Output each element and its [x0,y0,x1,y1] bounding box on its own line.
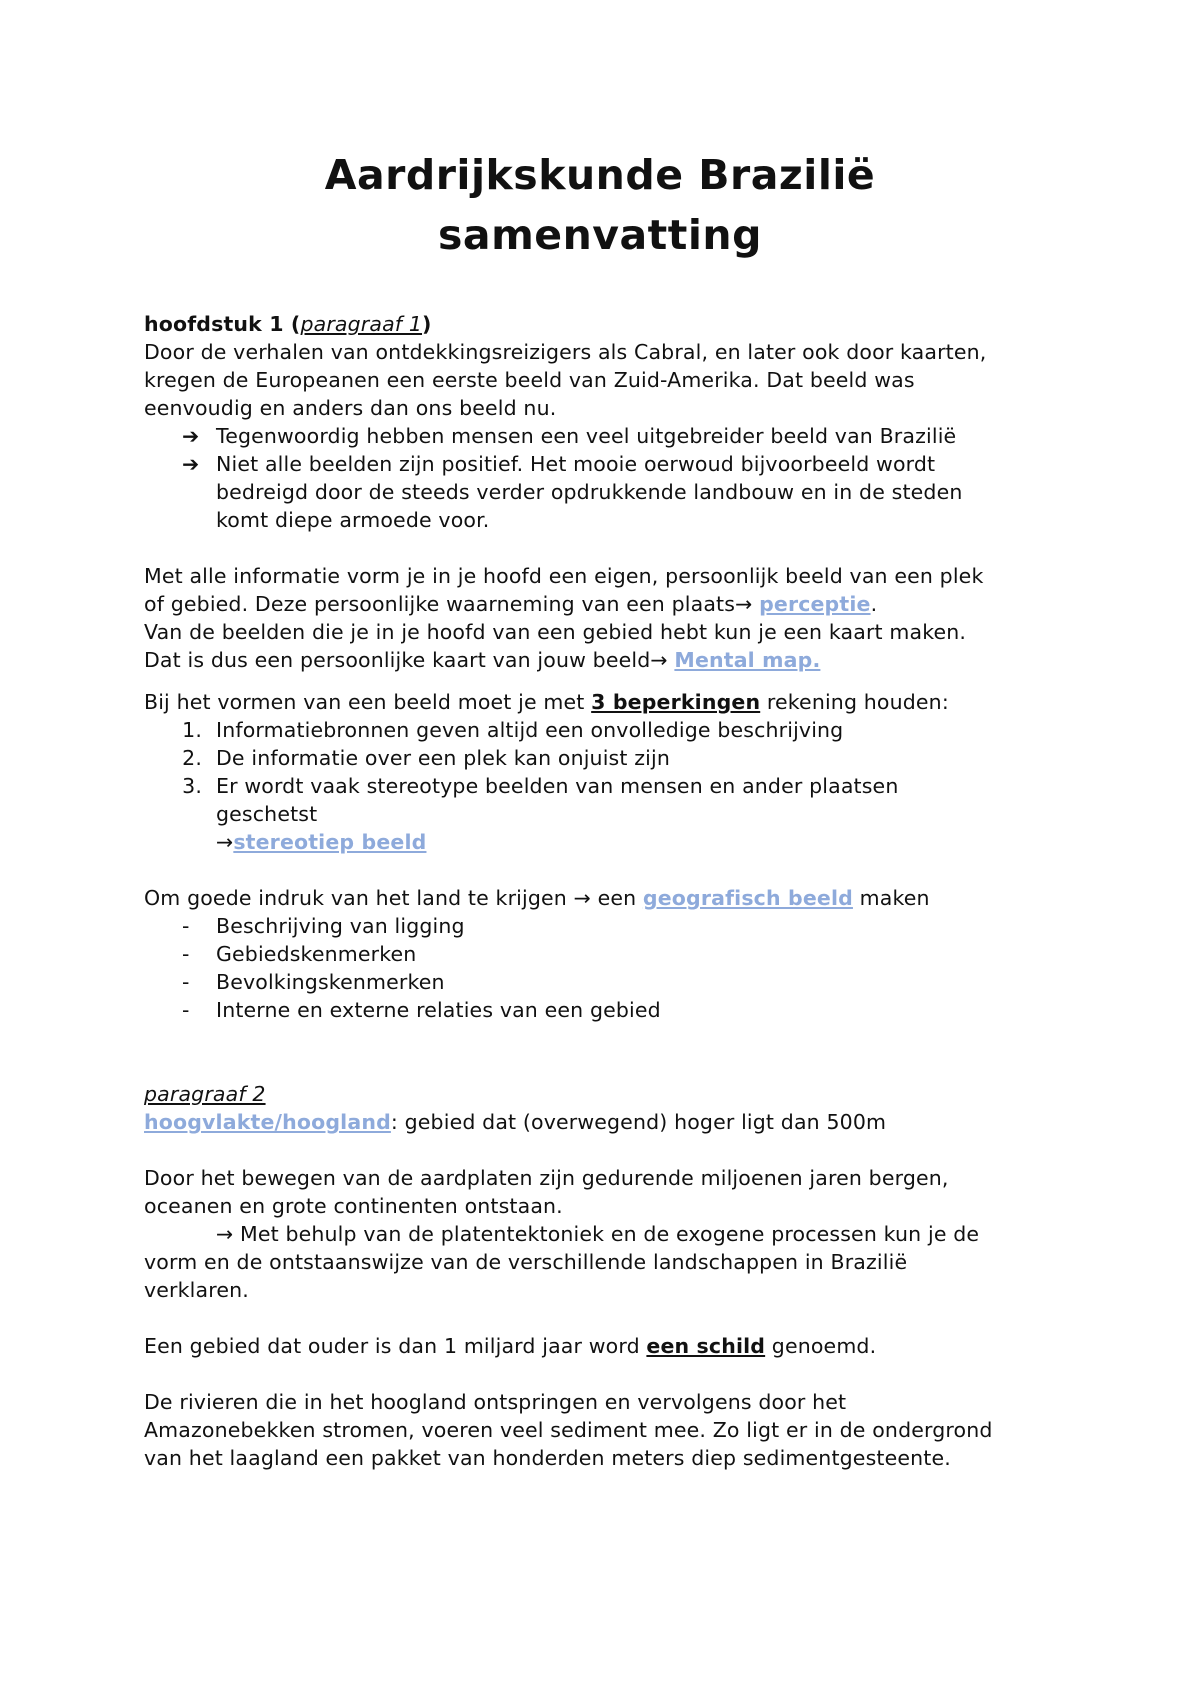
mental-line-2: Dat is dus een persoonlijke kaart van jouw beeld→ Mental map. [144,648,821,672]
intro-line-3: eenvoudig en anders dan ons beeld nu. [144,396,557,420]
arrow-icon: → [573,886,591,910]
dash-list-item: - Beschrijving van ligging [182,914,465,938]
plates-line-2: oceanen en grote continenten ontstaan. [144,1194,563,1218]
arrow-list-item: ➔ Tegenwoordig hebben mensen een veel uitgebreider beeld van Brazilië [144,422,1074,450]
hoogvlakte-link[interactable]: hoogvlakte/hoogland [144,1110,391,1134]
limits-line: Bij het vormen van een beeld moet je met 3 beperkingen rekening houden: [144,690,949,714]
rivers-line-1: De rivieren die in het hoogland ontspringen en vervolgens door het [144,1390,847,1414]
arrow-icon: → [650,648,668,672]
perception-line-2: of gebied. Deze persoonlijke waarneming van een plaats→ perceptie. [144,592,878,616]
paragraph-1-label: paragraaf 1 [300,312,423,336]
shield-line: Een gebied dat ouder is dan 1 miljard jaar word een schild genoemd. [144,1334,877,1358]
intro-line-2: kregen de Europeanen een eerste beeld van Zuid-Amerika. Dat beeld was [144,368,915,392]
perceptie-link[interactable]: perceptie [759,592,871,616]
arrow-icon: → [216,1222,234,1246]
arrow-icon: → [216,830,234,854]
numbered-item: 3. Er wordt vaak stereotype beelden van mensen en ander plaatsen geschetst →stereotiep beeld [144,772,1074,856]
paragraph-2-heading: paragraaf 2 [144,1082,266,1106]
arrow-icon: → [735,592,753,616]
plates-line-1: Door het bewegen van de aardplaten zijn gedurende miljoenen jaren bergen, [144,1166,949,1190]
geo-line: Om goede indruk van het land te krijgen → een geografisch beeld maken [144,886,930,910]
dash-list-item: - Bevolkingskenmerken [182,970,445,994]
rivers-line-3: van het laagland een pakket van honderden meters diep sedimentgesteente. [144,1446,951,1470]
arrow-bullet-icon: ➔ [182,424,200,448]
document-title [0,145,1200,265]
limits-term: 3 beperkingen [591,690,761,714]
highland-definition: hoogvlakte/hoogland: gebied dat (overwegend) hoger ligt dan 500m [144,1110,887,1134]
numbered-item: 1. Informatiebronnen geven altijd een onvolledige beschrijving [182,718,844,742]
numbered-item: 2. De informatie over een plek kan onjuist zijn [182,746,670,770]
dash-list-item: - Interne en externe relaties van een gebied [182,998,661,1022]
plates-cont-1: vorm en de ontstaanswijze van de verschillende landschappen in Brazilië [144,1250,908,1274]
geografisch-beeld-link[interactable]: geografisch beeld [642,886,853,910]
intro-line-1: Door de verhalen van ontdekkingsreizigers als Cabral, en later ook door kaarten, [144,340,987,364]
perception-line-1: Met alle informatie vorm je in je hoofd een eigen, persoonlijk beeld van een plek [144,564,984,588]
shield-term: een schild [646,1334,766,1358]
document-body [144,310,1074,1472]
arrow-list-item: ➔ Niet alle beelden zijn positief. Het mooie oerwoud bijvoorbeeld wordt bedreigd door de steeds verder opdrukkende landbouw en in de steden komt diepe armoede voor. [144,450,1074,534]
stereotiep-beeld-link[interactable]: stereotiep beeld [233,830,427,854]
title-line-1: Aardrijkskunde Brazilië [324,151,876,199]
mental-line-1: Van de beelden die je in je hoofd van een gebied hebt kun je een kaart maken. [144,620,967,644]
dash-list-item: - Gebiedskenmerken [182,942,417,966]
stereotype-line [216,828,1074,856]
plates-arrow-line: → Met behulp van de platentektoniek en de exogene processen kun je de [216,1222,980,1246]
title-line-2: samenvatting [438,211,762,259]
chapter-heading: hoofdstuk 1 (paragraaf 1) [144,312,432,336]
rivers-line-2: Amazonebekken stromen, voeren veel sediment mee. Zo ligt er in de ondergrond [144,1418,993,1442]
arrow-bullet-icon: ➔ [182,452,200,476]
plates-cont-2: verklaren. [144,1278,249,1302]
mental-map-link[interactable]: Mental map. [674,648,821,672]
